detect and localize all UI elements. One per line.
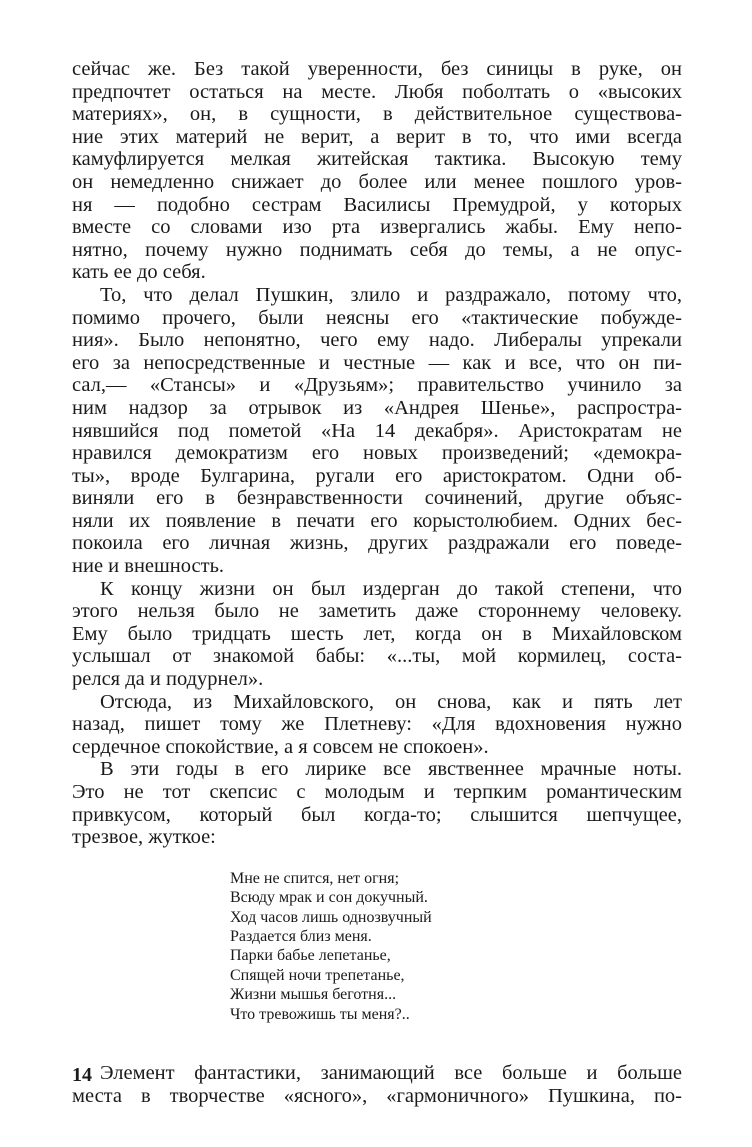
text-line: В эти годы в его лирике все явственнее мрачные ноты. <box>100 758 682 781</box>
paragraph-5 <box>72 758 682 848</box>
text-line: няли их появление в печати его корыстолюбием. Одних бес- <box>72 509 682 532</box>
text-line: привкусом, который был когда-то; слышится шепчущее, <box>72 803 682 826</box>
text-line: этого нельзя было не заметить даже стороннему человеку. <box>72 600 682 623</box>
text-line: вместе со словами изо рта извергались жабы. Ему непо- <box>72 216 682 239</box>
text-line: К концу жизни он был издерган до такой степени, что <box>100 577 682 600</box>
poem-line: Мне не спится, нет огня; <box>230 869 400 887</box>
text-line: его за непосредственные и честные — как и все, что он пи- <box>72 351 682 374</box>
text-line: нятно, почему нужно поднимать себя до темы, а не опус- <box>72 238 682 261</box>
text-line: кать ее до себя. <box>72 261 206 284</box>
poem-line: Ход часов лишь однозвучный <box>230 908 432 926</box>
text-line: сейчас же. Без такой уверенности, без синицы в руке, он <box>72 58 682 80</box>
poem-line: Парки бабье лепетанье, <box>230 947 391 965</box>
poem-line: Жизни мышья беготня... <box>230 986 397 1004</box>
text-line: он немедленно снижает до более или менее пошлого уров- <box>72 170 682 193</box>
text-line: нравился демократизм его новых произведений; «демокра- <box>72 442 682 465</box>
text-line: сердечное спокойствие, а я совсем не спокоен». <box>72 735 489 758</box>
text-line: Элемент фантастики, занимающий все больше и больше <box>100 1062 682 1085</box>
poem-line: Всюду мрак и сон докучный. <box>230 889 428 907</box>
text-line: услышал от знакомой бабы: «...ты, мой кормилец, соста- <box>72 645 682 668</box>
paragraph-3 <box>72 578 682 691</box>
text-line: ние и внешность. <box>72 555 225 578</box>
poem-line: Спящей ночи трепетанье, <box>230 966 405 984</box>
text-line: материях», он, в сущности, в действительное существова- <box>72 103 682 126</box>
text-line: места в творчестве «ясного», «гармоничного» Пушкина, по- <box>72 1084 682 1107</box>
text-line: виняли его в безнравственности сочинений, другие объяс- <box>72 487 682 510</box>
text-line: ния». Было непонятно, чего ему надо. Либералы упрекали <box>72 329 682 352</box>
text-line: сал,— «Стансы» и «Друзьям»; правительство учинило за <box>72 374 682 397</box>
text-line: релся да и подурнел». <box>72 668 264 691</box>
text-line: Ему было тридцать шесть лет, когда он в Михайловском <box>72 622 682 645</box>
text-line: нявшийся под пометой «На 14 декабря». Аристократам не <box>72 419 682 442</box>
text-line: Это не тот скепсис с молодым и терпким романтическим <box>72 781 682 803</box>
paragraph-closing <box>72 1062 682 1107</box>
text-line: помимо прочего, были неясны его «тактические побужде- <box>72 306 682 329</box>
text-line: трезвое, жуткое: <box>72 826 216 849</box>
text-line: ние этих материй не верит, а верит в то, что ими всегда <box>72 125 682 148</box>
text-line: назад, пишет тому же Плетневу: «Для вдохновения нужно <box>72 713 682 736</box>
page-number: 14 <box>72 1064 92 1086</box>
page-body <box>72 58 682 1107</box>
poem-line: Что тревожишь ты меня?.. <box>230 1005 410 1023</box>
paragraph-4 <box>72 691 682 759</box>
paragraph-2 <box>72 284 682 578</box>
text-line: покоила его личная жизнь, других раздражали его поведе- <box>72 532 682 555</box>
poem-stanza <box>230 869 682 1024</box>
text-line: камуфлируется мелкая житейская тактика. Высокую тему <box>72 148 682 171</box>
text-line: ты», вроде Булгарина, ругали его аристократом. Одни об- <box>72 464 682 487</box>
text-line: То, что делал Пушкин, злило и раздражало, потому что, <box>100 283 682 306</box>
text-line: ним надзор за отрывок из «Андрея Шенье», распростра- <box>72 396 682 419</box>
text-line: ня — подобно сестрам Василисы Премудрой, у которых <box>72 193 682 216</box>
paragraph-1 <box>72 58 682 284</box>
text-line: Отсюда, из Михайловского, он снова, как и пять лет <box>100 690 682 713</box>
text-line: предпочтет остаться на месте. Любя поболтать о «высоких <box>72 80 682 103</box>
poem-line: Раздается близ меня. <box>230 928 372 945</box>
